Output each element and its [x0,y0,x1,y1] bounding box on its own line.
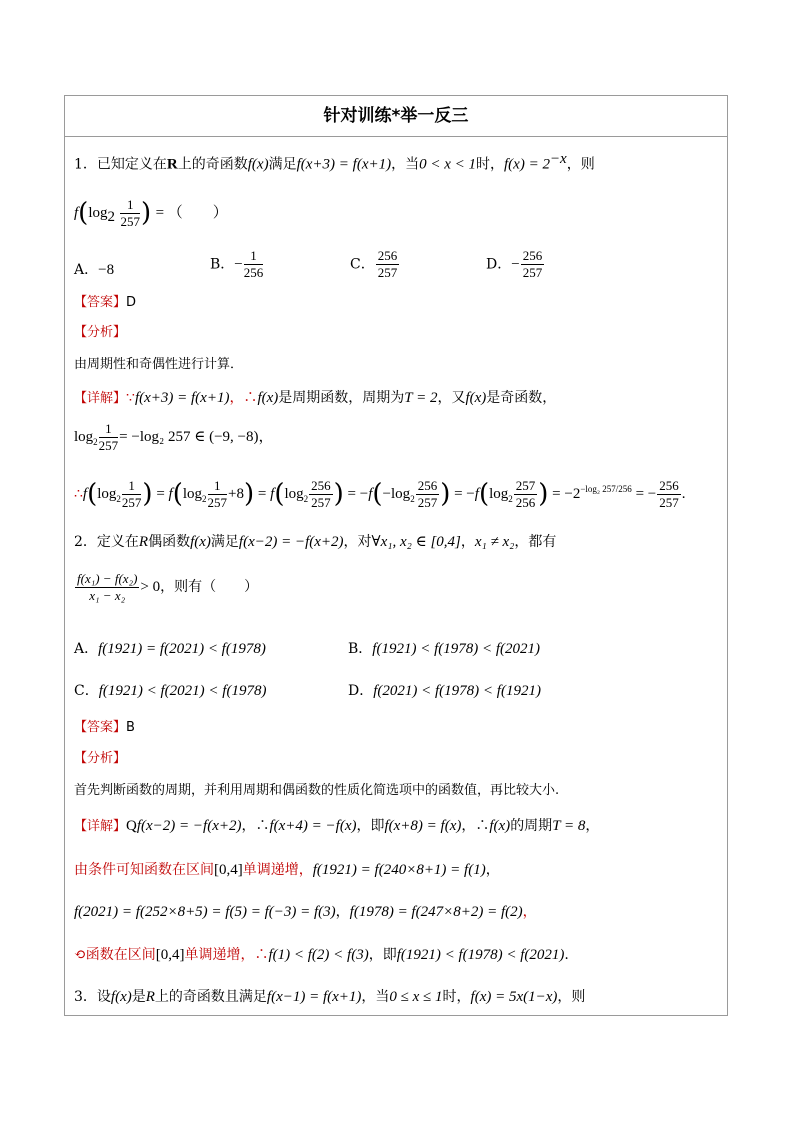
q2-stem: 2．定义在R偶函数f(x)满足f(x−2) = −f(x+2)，对∀x₁, x₂ ∈ [0,4]，x₁ ≠ x₂，都有 [74,534,557,550]
section-title: 针对训练*举一反三 [65,96,727,137]
q3-stem: 3．设f(x)是R上的奇函数且满足f(x−1) = f(x+1)，当0 ≤ x ≤ 1时，f(x) = 5x(1−x)，则 [74,989,586,1005]
q1-option-c[interactable]: C． $\frac{256}{257}$ [350,248,398,280]
q2-option-b[interactable]: B．f(1921) < f(1978) < f(2021) [348,641,541,657]
q2-analysis-tag: 【分析】 [74,751,127,766]
q1-question: $f(\log_2$ $\frac{1}{257}$ ) = （ ） [74,196,228,229]
q2-detail-line2: 由条件可知函数在区间[0,4]单调递增，f(1921) = f(240×8+1) = f(1)， [74,862,500,878]
q1-detail-line3: $\therefore f(\log_2$ $\frac{1}{257}$ ) = $f(\log_2$ $\frac{1}{257}$ $+8) = f(\log_2$ $\frac{256}{257}$ ) = $-f(-\log_2$ $\frac{256}{257}$ ) = $-f(\log_2$ $\frac{257}{256}$ ) = $-2^{-log_2 257/256}$ = − $\frac{256}{257}$ . [74,477,686,510]
q1-analysis: 由周期性和奇偶性进行计算． [74,357,244,372]
q2-detail: 【详解】Qf(x−2) = −f(x+2)，∴f(x+4) = −f(x)，即f(x+8) = f(x)，∴f(x)的周期T = 8， [74,818,600,834]
q1-analysis-tag: 【分析】 [74,325,127,340]
q1-fraction: $\frac{1}{257}$ [120,196,140,229]
q2-analysis: 首先判断函数的周期，并利用周期和偶函数的性质化简选项中的函数值，再比较大小. [74,783,560,798]
q1-answer: 【答案】D [74,295,137,310]
q2-option-c[interactable]: C．f(1921) < f(2021) < f(1978) [74,683,267,699]
q2-answer: 【答案】B [74,720,135,735]
link-icon: ⟲ [74,947,86,963]
q1-detail-line2: $\log_2$ $\frac{1}{257}$ = −log₂ 257 ∈ (−9, −8)， [74,420,274,453]
q1-option-a[interactable]: A．−8 [74,262,115,278]
q1-stem: 1．已知定义在R上的奇函数f(x)满足f(x+3) = f(x+1)，当0 < x < 1时，$f(x) = 2^{-x}$，则 [74,151,595,173]
q1-option-b[interactable]: B．− $\frac{1}{256}$ [210,248,264,280]
q1-option-d[interactable]: D．− $\frac{256}{257}$ [486,248,543,280]
q1-detail: 【详解】∵f(x+3) = f(x+1)，∴f(x)是周期函数，周期为T = 2，又f(x)是奇函数， [74,390,557,406]
q2-detail-line3: f(2021) = f(252×8+5) = f(5) = f(−3) = f(3)，f(1978) = f(247×8+2) = f(2)， [74,904,537,920]
q2-detail-line4: ⟲函数在区间[0,4]单调递增，∴f(1) < f(2) < f(3)，即f(1921) < f(1978) < f(2021). [74,947,569,963]
q2-option-d[interactable]: D．f(2021) < f(1978) < f(1921) [348,683,541,699]
exercise-box [64,95,728,1016]
q2-condition: $\frac{\text{f(x₁) − f(x₂)}}{\text{x₁ − x₂}}$ > 0，则有（ ） [77,570,259,603]
q2-option-a[interactable]: A．f(1921) = f(2021) < f(1978) [74,641,266,657]
